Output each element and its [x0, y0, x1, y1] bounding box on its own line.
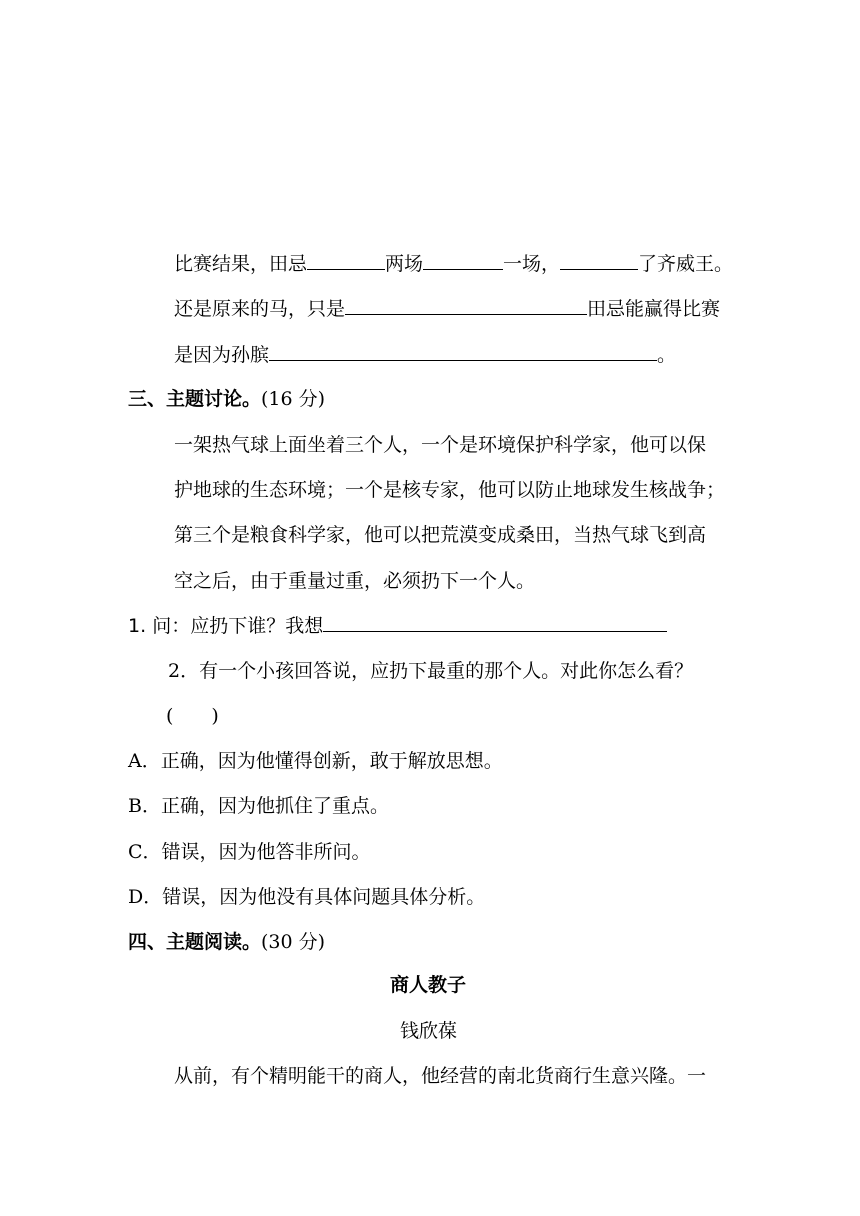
section-score: (30 分): [261, 931, 326, 953]
fill-line-1: [174, 251, 733, 276]
answer-blank[interactable]: [423, 251, 503, 270]
answer-blank[interactable]: [307, 251, 385, 270]
option-a[interactable]: A．正确，因为他懂得创新，敢于解放思想。: [128, 750, 503, 772]
answer-paren[interactable]: ( ): [166, 705, 219, 727]
question-1: [128, 613, 667, 638]
option-b[interactable]: B．正确，因为他抓住了重点。: [128, 795, 389, 817]
passage-line: 空之后，由于重量过重，必须扔下一个人。: [174, 570, 536, 592]
answer-blank[interactable]: [560, 251, 638, 270]
section-4-heading: [128, 930, 325, 954]
passage-line: 护地球的生态环境；一个是核专家，他可以防止地球发生核战争；: [174, 479, 726, 501]
question-text: 问：应扔下谁？我想: [152, 615, 324, 637]
section-title: 四、主题阅读。: [128, 931, 262, 953]
section-3-heading: [128, 387, 325, 411]
answer-blank[interactable]: [345, 296, 587, 315]
passage-line: 一架热气球上面坐着三个人，一个是环境保护科学家，他可以保: [174, 434, 707, 456]
question-number: 1.: [128, 615, 147, 637]
question-2: 2．有一个小孩回答说，应扔下最重的那个人。对此你怎么看？: [168, 660, 694, 682]
passage-line: 第三个是粮食科学家，他可以把荒漠变成桑田，当热气球飞到高: [174, 524, 707, 546]
answer-blank[interactable]: [269, 342, 657, 361]
fill-text: 比赛结果，田忌: [174, 253, 308, 275]
fill-text: 。: [657, 344, 677, 366]
article-first-line: 从前，有个精明能干的商人，他经营的南北货商行生意兴隆。一: [174, 1065, 707, 1087]
fill-line-2: [174, 296, 720, 321]
fill-text: 还是原来的马，只是: [174, 298, 346, 320]
section-title: 三、主题讨论。: [128, 388, 262, 410]
option-d[interactable]: D．错误，因为他没有具体问题具体分析。: [128, 886, 486, 908]
fill-text: 田忌能赢得比赛: [587, 298, 721, 320]
fill-text: 两场: [385, 253, 424, 275]
fill-text: 了齐威王。: [638, 253, 734, 275]
fill-text: 一场，: [503, 253, 561, 275]
answer-blank[interactable]: [323, 613, 667, 632]
article-title: 商人教子: [390, 974, 467, 996]
section-score: (16 分): [261, 388, 326, 410]
article-author: 钱欣葆: [400, 1020, 458, 1042]
fill-text: 是因为孙膑: [174, 344, 270, 366]
fill-line-3: [174, 342, 676, 367]
option-c[interactable]: C．错误，因为他答非所问。: [128, 841, 371, 863]
